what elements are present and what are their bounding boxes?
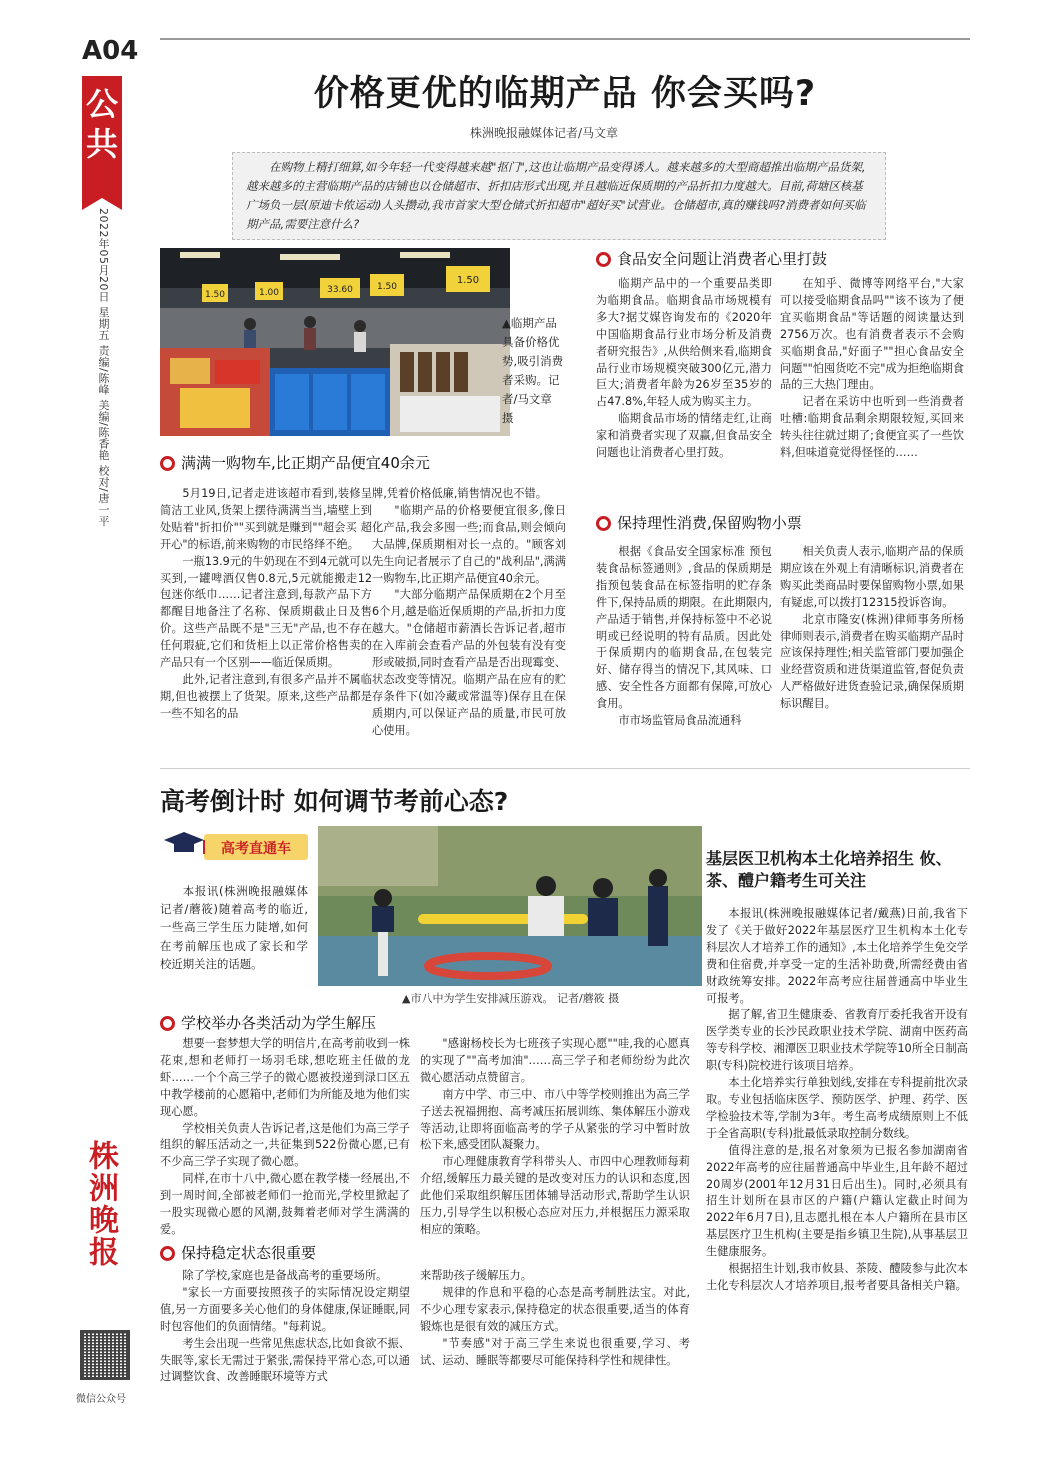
s1-subhead xyxy=(160,452,430,473)
paragraph: 来帮助孩子缓解压力。 xyxy=(420,1269,532,1282)
s5-col2 xyxy=(420,1268,690,1369)
price-sign-5: 1.50 xyxy=(456,275,480,286)
story2-intro xyxy=(160,882,308,973)
s4-subhead xyxy=(160,1012,376,1033)
story-divider xyxy=(160,768,970,769)
paragraph: "感谢杨校长为七班孩子实现心愿""哇,我的心愿真的实现了""高考加油"……高三学子和老师纷纷为此次微心愿活动点赞留言。 xyxy=(420,1037,690,1084)
gaokao-badge xyxy=(160,826,310,866)
s4-col1 xyxy=(160,1036,410,1239)
s1-subhead-text: 满满一购物车,比正期产品便宜40余元 xyxy=(181,454,430,472)
bullet-icon xyxy=(596,252,611,267)
s3-subhead xyxy=(596,512,802,533)
s5-subhead-text: 保持稳定状态很重要 xyxy=(181,1244,317,1262)
paragraph: 据了解,省卫生健康委、省教育厅委托我省开设有医学类专业的长沙民政职业技术学院、湖南中医药高等专科学校、湘潭医卫职业技术学院等10所全日制高职(专科)院校进行该项目培养。 xyxy=(706,1008,968,1073)
story2-headline: 高考倒计时 如何调节考前心态? xyxy=(160,787,509,816)
s2-subhead xyxy=(596,248,827,269)
paragraph: 北京市隆安(株洲)律师事务所杨律师则表示,消费者在购买临期产品时应该保持理性;相关监管部门要加强企业经营资质和进货渠道监管,督促负责人严格做好进货查验记录,确保保质期标识醒目。 xyxy=(780,612,964,711)
paragraph: 在知乎、微博等网络平台,"大家可以接受临期食品吗""该不该为了便宜买临期食品"等话题的阅读量达到2756万次。也有消费者表示不会购买临期食品,"好面子""担心食品安全问题""怕囤货吃不完"成为拒绝临期食品的三大热门理由。 xyxy=(780,277,964,392)
paragraph: 同样,在市十八中,微心愿在教学楼一经展出,不到一周时间,全部被老师们一抢而光,学校里掀起了一股实现微心愿的风潮,鼓舞着老师对学生满满的爱。 xyxy=(160,1172,410,1236)
story3-headline: 基层医卫机构本土化培养招生 攸、茶、醴户籍考生可关注 xyxy=(706,849,952,890)
paragraph: 临期食品市场的情绪走红,让商家和消费者实现了双赢,但食品安全问题也让消费者心里打鼓。 xyxy=(596,412,772,460)
section-label: 公共 xyxy=(85,85,118,163)
s5-col1 xyxy=(160,1268,410,1386)
s2-col2 xyxy=(780,276,964,462)
paragraph: 市心理健康教育学科带头人、市四中心理教师每莉介绍,缓解压力最关键的是改变对压力的认识和态度,因此他们采取组织解压团体辅导活动形式,帮助学生认识压力,引导学生以积极心态应对压力,并根据压力源采取相应的策略。 xyxy=(420,1155,690,1236)
photo2-caption: ▲市八中为学生安排减压游戏。 记者/蘑筱 摄 xyxy=(402,992,620,1005)
story1-byline: 株洲晚报融媒体记者/马文章 xyxy=(470,126,619,140)
s3-col1 xyxy=(596,544,772,730)
paragraph: 根据招生计划,我市攸县、茶陵、醴陵参与此次本土化专科层次人才培养项目,报考者要具备相关户籍。 xyxy=(706,1262,968,1292)
price-sign-1: 1.50 xyxy=(204,290,226,300)
paragraph: "临期产品的价格要便宜很多,像日化产品,我会多囤一些;而食品,则会倾向大品牌,保质期相对长一点的。"顾客刘先生向记者展示了自己的"战利品",满满一购物车,比正期产品便宜40余元。 xyxy=(372,503,566,585)
paragraph: 值得注意的是,报名对象须为已报名参加湖南省2022年高考的应往届普通高中毕业生,且年龄不超过20周岁(2001年12月31日后出生)。同时,必须具有招生计划所在县市区的户籍(户籍认定截止时间为2022年6月7日),且志愿扎根在本人户籍所在县市区基层医疗卫生机构(主要是指乡镇卫生院),从事基层卫生健康服务。 xyxy=(706,1143,968,1259)
paragraph: 规律的作息和平稳的心态是高考制胜法宝。对此,不少心理专家表示,保持稳定的状态很重要,适当的体育锻炼也是很有效的减压方式。 xyxy=(420,1285,690,1333)
paragraph: 考生会出现一些常见焦虑状态,比如食欲不振、失眠等,家长无需过于紧张,需保持平常心态,可以通过调整饮食、改善睡眠环境等方式 xyxy=(160,1336,410,1384)
bullet-icon xyxy=(160,1016,175,1031)
bullet-icon xyxy=(160,456,175,471)
s2-col1 xyxy=(596,276,772,462)
s1-col1 xyxy=(160,486,372,723)
s5-subhead xyxy=(160,1242,316,1263)
qr-code-icon[interactable] xyxy=(80,1330,130,1380)
students-game-photo xyxy=(318,826,702,986)
paragraph: 本土化培养实行单独划线,安排在专科提前批次录取。专业包括临床医学、预防医学、护理、药学、医学检验技术等,学制为3年。考生高考成绩原则上不低于全省高职(专科)批最低录取控制分数线。 xyxy=(706,1076,968,1140)
paragraph: 本报讯(株洲晚报融媒体记者/蘑筱)随着高考的临近,一些高三学生压力陡增,如何在考前解压也成了家长和学校近期关注的话题。 xyxy=(160,884,308,971)
s3-col2 xyxy=(780,544,964,713)
story1-headline: 价格更优的临期产品 你会买吗? xyxy=(313,74,817,114)
paragraph: 临期产品中的一个重要品类即为临期食品。临期食品市场规模有多大?据艾媒咨询发布的《2020年中国临期食品行业市场分析及消费者研究报告》,从供给侧来看,临期食品行业市场规模突破300亿元,潜力巨大;消费者年龄为26岁至35岁的占47.8%,年轻人成为购买主力。 xyxy=(596,277,772,409)
paragraph: 市市场监管局食品流通科 xyxy=(618,714,742,728)
issue-meta: 2022年05月20日 星期五 责编/陈峰 美编/陈香艳 校对/唐一平 xyxy=(97,208,110,527)
paragraph: "大部分临期产品保质期在2个月至6个月,越是临近保质期的产品,折扣力度越大。"仓储超市薪酒长告诉记者,超市在入库前会查看产品的外包装有没有变形或破损,同时查看产品是否出现霉变、状态改变等情况。临期产品在应有的贮存条件下(如冷藏或常温等)保存且在保质期内,可以保证产品的质量,市民可放心使用。 xyxy=(372,588,566,737)
price-sign-3: 33.60 xyxy=(327,285,353,295)
photo1-caption: ▲临期产品具备价格优势,吸引消费者采购。记者/马文章 摄 xyxy=(502,316,564,425)
paragraph: 想要一套梦想大学的明信片,在高考前收到一株花束,想和老师打一场羽毛球,想吃班主任做的龙虾……一个个高三学子的微心愿被投递到渌口区五中教学楼前的心愿箱中,老师们为所能及地为他们实现心愿。 xyxy=(160,1037,410,1118)
paragraph: 相关负责人表示,临期产品的保质期应该在外观上有清晰标识,消费者在购买此类商品时要保留购物小票,如果有疑虑,可以拨打12315投诉咨询。 xyxy=(780,545,964,609)
page-number: A04 xyxy=(82,36,139,66)
paragraph: "家长一方面要按照孩子的实际情况设定期望值,另一方面要多关心他们的身体健康,保证睡眠,同时包容他们的负面情绪。"每莉说。 xyxy=(160,1285,410,1333)
bullet-icon xyxy=(596,516,611,531)
s2-subhead-text: 食品安全问题让消费者心里打鼓 xyxy=(617,250,828,268)
newspaper-logo: 株洲晚报 xyxy=(83,1140,118,1268)
paragraph: "节奏感"对于高三学生来说也很重要,学习、考试、运动、睡眠等都要尽可能保持科学性和规律性。 xyxy=(420,1336,690,1367)
price-sign-4: 1.50 xyxy=(376,282,398,292)
s4-col2 xyxy=(420,1036,690,1239)
paragraph: 一瓶13.9元的牛奶现在不到4元就可以买到,一罐啤酒仅售0.8元,5元就能搬走12包迷你纸巾……记者注意到,每款产品下方都醒目地备注了名称、保质期截止日及售价。这些产品既不是"三无"产品,也不存在任何瑕疵,它们和货柜上以正常价格售卖的产品只有一个区别——临近保质期。 xyxy=(160,554,372,670)
paragraph: 牌,凭着价格低廉,销售情况也不错。 xyxy=(372,487,547,500)
paragraph: 南方中学、市三中、市八中等学校则推出为高三学子送去祝福拥抱、高考减压拓展训练、集体解压小游戏等活动,让即将面临高考的学子从紧张的学习中暂时放松下来,感受团队凝聚力。 xyxy=(420,1087,690,1152)
s4-subhead-text: 学校举办各类活动为学生解压 xyxy=(181,1014,377,1032)
top-rule xyxy=(160,38,970,40)
price-sign-2: 1.00 xyxy=(258,288,280,298)
bullet-icon xyxy=(160,1246,175,1261)
story1-lead: 在购物上精打细算,如今年轻一代变得越来越"抠门",这也让临期产品变得诱人。越来越多的大型商超推出临期产品货架,越来越多的主营临期产品的店铺也以仓储超市、折扣店形式出现,并且越临近保质期的产品折扣力度越大。目前,荷塘区核基广场负一层(原迪卡侬运动)人头攒动,我市首家大型仓储式折扣超市"超好买"试营业。仓储超市,真的赚钱吗?消费者如何买临期产品,需要注意什么? xyxy=(246,160,866,231)
story3-body xyxy=(706,906,968,1295)
paragraph: 5月19日,记者走进该超市看到,装修呈简洁工业风,货架上摆待满满当当,墙壁上到处贴着"折扣价""买到就是赚到""超会买 超开心"的标语,前来购物的市民络绎不绝。 xyxy=(160,487,372,551)
s1-col2 xyxy=(372,486,566,740)
supermarket-photo xyxy=(160,248,510,436)
paragraph: 此外,记者注意到,有很多产品并不属临期,但也被摆上了货架。原来,这些产品都是一些不知名的品 xyxy=(160,672,372,720)
badge-text: 高考直通车 xyxy=(221,841,291,857)
qr-caption: 微信公众号 xyxy=(76,1394,126,1405)
paragraph: 学校相关负责人告诉记者,这是他们为高三学子组织的解压活动之一,共征集到522份微心愿,已有不少高三学子实现了微心愿。 xyxy=(160,1121,410,1169)
s3-subhead-text: 保持理性消费,保留购物小票 xyxy=(617,514,802,532)
paragraph: 本报讯(株洲晚报融媒体记者/戴燕)日前,我省下发了《关于做好2022年基层医疗卫生机构本土化专科层次人才培养工作的通知》,本土化培养学生免交学费和住宿费,并享受一定的生活补助费,所需经费由省财政统筹安排。2022年高考应往届普通高中毕业生可报考。 xyxy=(706,907,968,1005)
paragraph: 除了学校,家庭也是备战高考的重要场所。 xyxy=(182,1269,388,1282)
paragraph: 记者在采访中也听到一些消费者吐槽:临期食品剩余期限较短,买回来转头往往就过期了;食便宜买了一些饮料,但味道竟觉得怪怪的…… xyxy=(780,395,964,460)
paragraph: 根据《食品安全国家标准 预包装食品标签通则》,食品的保质期是指预包装食品在标签指明的贮存条件下,保持品质的期限。在此期限内,产品适于销售,并保持标签中不必说明或已经说明的特有品质。因此处于保质期内的临期食品,在包装完好、储存得当的情况下,其风味、口感、安全性各方面都有保障,可放心食用。 xyxy=(596,545,772,711)
